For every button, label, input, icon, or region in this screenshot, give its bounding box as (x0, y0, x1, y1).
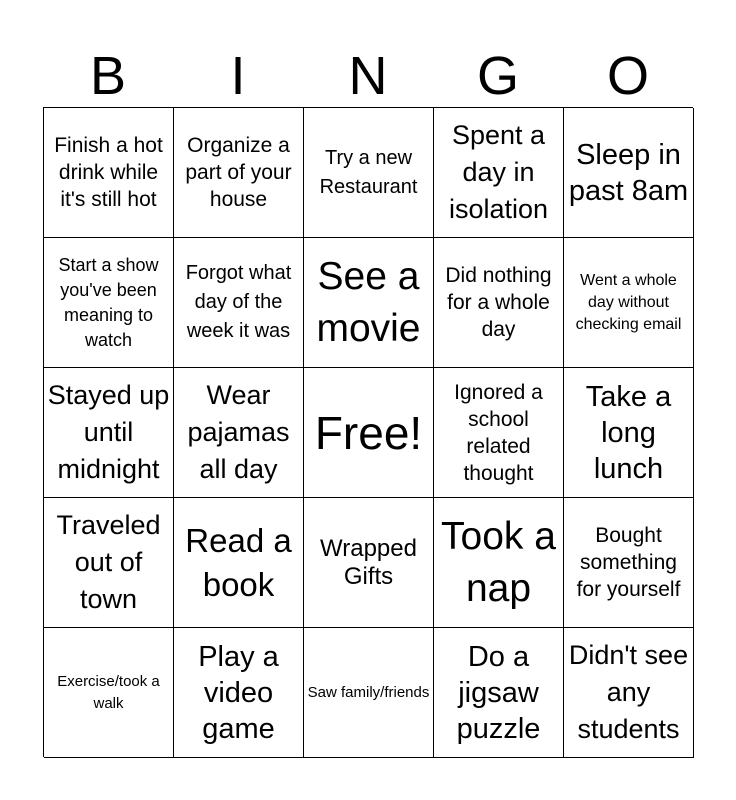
cell-label: Went a whole day without checking email (575, 271, 682, 333)
bingo-cell-7[interactable] (174, 238, 304, 368)
cell-label: Wear pajamas all day (187, 380, 290, 484)
cell-label: Stayed up until midnight (47, 380, 170, 484)
bingo-cell-12[interactable] (174, 368, 304, 498)
cell-label: Spent a day in isolation (448, 120, 549, 224)
cell-label: Ignored a school related thought (454, 380, 543, 485)
bingo-cell-1[interactable] (44, 108, 174, 238)
header-letter-i: I (230, 46, 246, 106)
bingo-cell-20[interactable] (564, 498, 694, 628)
bingo-cell-8[interactable] (304, 238, 434, 368)
cell-label: Start a show you've been meaning to watch (58, 254, 159, 350)
bingo-cell-2[interactable] (174, 108, 304, 238)
header-letter-b: B (89, 46, 127, 106)
cell-label: Exercise/took a walk (57, 672, 160, 712)
bingo-cell-23[interactable] (304, 628, 434, 758)
bingo-cell-10[interactable] (564, 238, 694, 368)
cell-label: Bought something for yourself (576, 524, 681, 601)
bingo-cell-free[interactable] (304, 368, 434, 498)
cell-label: Finish a hot drink while it's still hot (54, 134, 163, 211)
header-letter-o: O (606, 46, 649, 106)
bingo-cell-11[interactable] (44, 368, 174, 498)
cell-label: Read a book (185, 521, 292, 603)
bingo-cell-24[interactable] (434, 628, 564, 758)
cell-label: Forgot what day of the week it was (185, 262, 292, 342)
bingo-cell-19[interactable] (434, 498, 564, 628)
cell-label: Organize a part of your house (185, 134, 292, 211)
bingo-cell-25[interactable] (564, 628, 694, 758)
cell-label: Did nothing for a whole day (445, 264, 552, 341)
cell-label: Saw family/friends (307, 683, 430, 701)
bingo-cell-3[interactable] (304, 108, 434, 238)
free-space-label: Free! (314, 406, 423, 459)
cell-label: Took a nap (441, 514, 556, 610)
bingo-cell-18[interactable] (304, 498, 434, 628)
cell-label: Play a video game (198, 640, 279, 745)
header-letter-n: N (348, 46, 388, 106)
bingo-cell-14[interactable] (434, 368, 564, 498)
bingo-cell-5[interactable] (564, 108, 694, 238)
cell-label: Sleep in past 8am (568, 138, 689, 207)
cell-label: Didn't see any students (568, 640, 689, 744)
header-letter-g: G (476, 46, 519, 106)
bingo-cell-4[interactable] (434, 108, 564, 238)
bingo-cell-16[interactable] (44, 498, 174, 628)
bingo-header (43, 46, 693, 106)
bingo-cell-15[interactable] (564, 368, 694, 498)
bingo-cell-22[interactable] (174, 628, 304, 758)
bingo-cell-17[interactable] (174, 498, 304, 628)
bingo-board (43, 107, 693, 757)
cell-label: Try a new Restaurant (319, 146, 418, 198)
cell-label: Traveled out of town (56, 510, 161, 614)
cell-label: Do a jigsaw puzzle (456, 640, 541, 745)
cell-label: Take a long lunch (585, 380, 672, 485)
cell-label: Wrapped Gifts (320, 534, 417, 590)
bingo-cell-9[interactable] (434, 238, 564, 368)
cell-label: See a movie (316, 254, 421, 350)
bingo-cell-6[interactable] (44, 238, 174, 368)
bingo-cell-21[interactable] (44, 628, 174, 758)
